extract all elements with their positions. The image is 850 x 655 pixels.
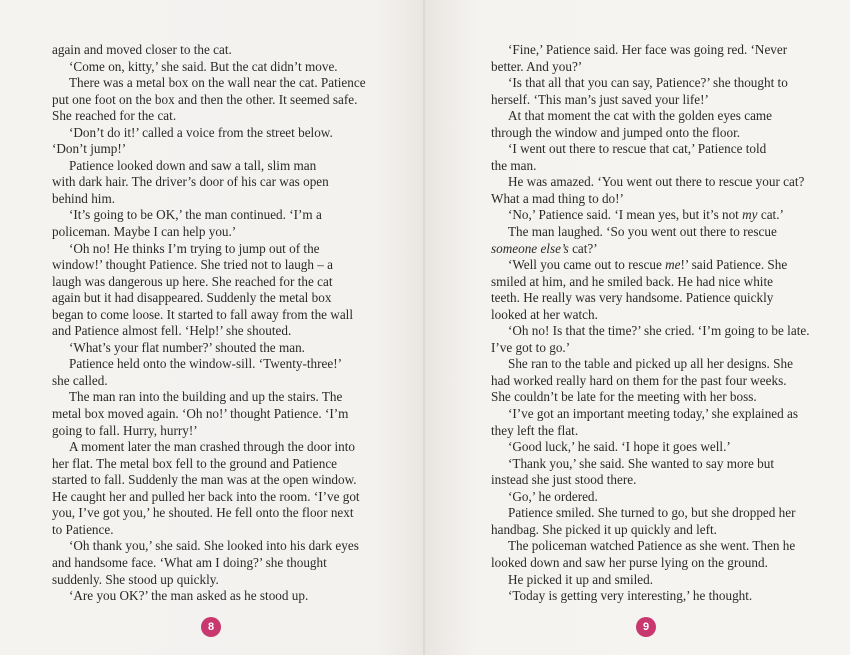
text-line: ‘Oh no! He thinks I’m trying to jump out of the (69, 240, 320, 256)
text-line: He was amazed. ‘You went out there to rescue your cat? (508, 174, 805, 190)
text-line: ‘Today is getting very interesting,’ he thought. (508, 588, 753, 604)
text-line: ‘Oh thank you,’ she said. She looked into his dark eyes (69, 538, 359, 554)
text-line: had worked really hard on them for the past four weeks. (491, 372, 787, 388)
text-line: She couldn’t be late for the meeting with her boss. (491, 389, 757, 405)
text-line: The man ran into the building and up the stairs. The (69, 389, 343, 405)
text-line: There was a metal box on the wall near the cat. Patience (69, 75, 366, 91)
text-line: ‘I went out there to rescue that cat,’ Patience told (508, 141, 767, 157)
text-line: ‘Are you OK?’ the man asked as he stood up. (69, 588, 309, 604)
text-line: began to come loose. It started to fall away from the wall (52, 306, 354, 322)
page-number-badge-left: 8 (201, 617, 221, 637)
text-line: looked down and saw her purse lying on the ground. (491, 554, 768, 570)
text-line: metal box moved again. ‘Oh no!’ thought Patience. ‘I’m (52, 406, 349, 422)
text-line: The policeman watched Patience as she went. Then he (508, 538, 796, 554)
right-page-text (491, 42, 810, 605)
page-number-badge-right: 9 (636, 617, 656, 637)
text-line: someone else’s cat?’ (491, 240, 598, 256)
text-line: instead she just stood there. (491, 472, 637, 488)
text-line: The man laughed. ‘So you went out there to rescue (508, 224, 777, 240)
text-line: ‘No,’ Patience said. ‘I mean yes, but it’s not my cat.’ (508, 207, 784, 223)
text-line: She ran to the table and picked up all her designs. She (508, 356, 793, 372)
text-line: smiled at him, and he smiled back. He had nice white (491, 273, 773, 289)
text-line: ‘Go,’ he ordered. (508, 488, 598, 504)
text-line: behind him. (52, 190, 116, 206)
text-line: she called. (52, 372, 108, 388)
text-line: started to fall. Suddenly the man was at the open window. (52, 472, 357, 488)
text-line: She reached for the cat. (52, 108, 177, 124)
text-line: suddenly. She stood up quickly. (52, 571, 219, 587)
text-line: put one foot on the box and then the other. It seemed safe. (52, 91, 358, 107)
text-line: handbag. She picked it up quickly and left. (491, 521, 717, 537)
text-line: to Patience. (52, 521, 114, 537)
text-line: you, I’ve got you,’ he shouted. He fell onto the floor next (52, 505, 354, 521)
text-line: and handsome face. ‘What am I doing?’ she thought (52, 554, 327, 570)
text-line: ‘What’s your flat number?’ shouted the man. (69, 339, 305, 355)
text-line: Patience held onto the window-sill. ‘Twenty-three!’ (69, 356, 343, 372)
text-line: What a mad thing to do!’ (491, 190, 624, 206)
text-line: her flat. The metal box fell to the ground and Patience (52, 455, 338, 471)
text-line: ‘Fine,’ Patience said. Her face was going red. ‘Never (508, 42, 788, 57)
text-line: and Patience almost fell. ‘Help!’ she shouted. (52, 323, 292, 339)
text-line: policeman. Maybe I can help you.’ (52, 224, 237, 240)
text-line: looked at her watch. (491, 306, 598, 322)
left-page-text (52, 42, 377, 605)
text-line: through the window and jumped onto the floor. (491, 124, 741, 140)
text-line: going to fall. Hurry, hurry!’ (52, 422, 198, 438)
text-line: ‘Come on, kitty,’ she said. But the cat didn’t move. (69, 58, 338, 74)
text-line: I’ve got to go.’ (491, 339, 571, 355)
text-line: ‘Is that all that you can say, Patience?’ she thought to (508, 75, 788, 91)
text-line: Patience smiled. She turned to go, but she dropped her (508, 505, 796, 521)
text-line: ‘Don’t do it!’ called a voice from the street below. (69, 124, 333, 140)
text-line: they left the flat. (491, 422, 579, 438)
text-line: ‘It’s going to be OK,’ the man continued. ‘I’m a (69, 207, 322, 223)
text-line: ‘Well you came out to rescue me!’ said Patience. She (508, 257, 788, 273)
text-line: window!’ thought Patience. She tried not to laugh – a (52, 257, 334, 273)
text-line: teeth. He really was very handsome. Patience quickly (491, 290, 774, 306)
text-line: A moment later the man crashed through the door into (69, 439, 356, 455)
text-line: with dark hair. The driver’s door of his car was open (52, 174, 329, 190)
text-line: ‘Oh no! Is that the time?’ she cried. ‘I’m going to be late. (508, 323, 810, 339)
text-line: the man. (491, 157, 537, 173)
text-line: ‘Good luck,’ he said. ‘I hope it goes well.’ (508, 439, 731, 455)
text-line: Patience looked down and saw a tall, slim man (69, 157, 317, 173)
text-line: ‘I’ve got an important meeting today,’ she explained as (508, 406, 799, 422)
text-line: He caught her and pulled her back into the room. ‘I’ve got (52, 488, 360, 504)
text-line: again but it had disappeared. Suddenly the metal box (52, 290, 332, 306)
text-line: laugh was dangerous up here. She reached for the cat (52, 273, 333, 289)
text-line: ‘Don’t jump!’ (52, 141, 127, 157)
right-page (425, 0, 850, 655)
text-line: At that moment the cat with the golden eyes came (508, 108, 773, 124)
text-line: better. And you?’ (491, 58, 583, 74)
text-line: again and moved closer to the cat. (52, 42, 232, 57)
text-line: herself. ‘This man’s just saved your life!’ (491, 91, 709, 107)
text-line: He picked it up and smiled. (508, 571, 654, 587)
text-line: ‘Thank you,’ she said. She wanted to say more but (508, 455, 775, 471)
